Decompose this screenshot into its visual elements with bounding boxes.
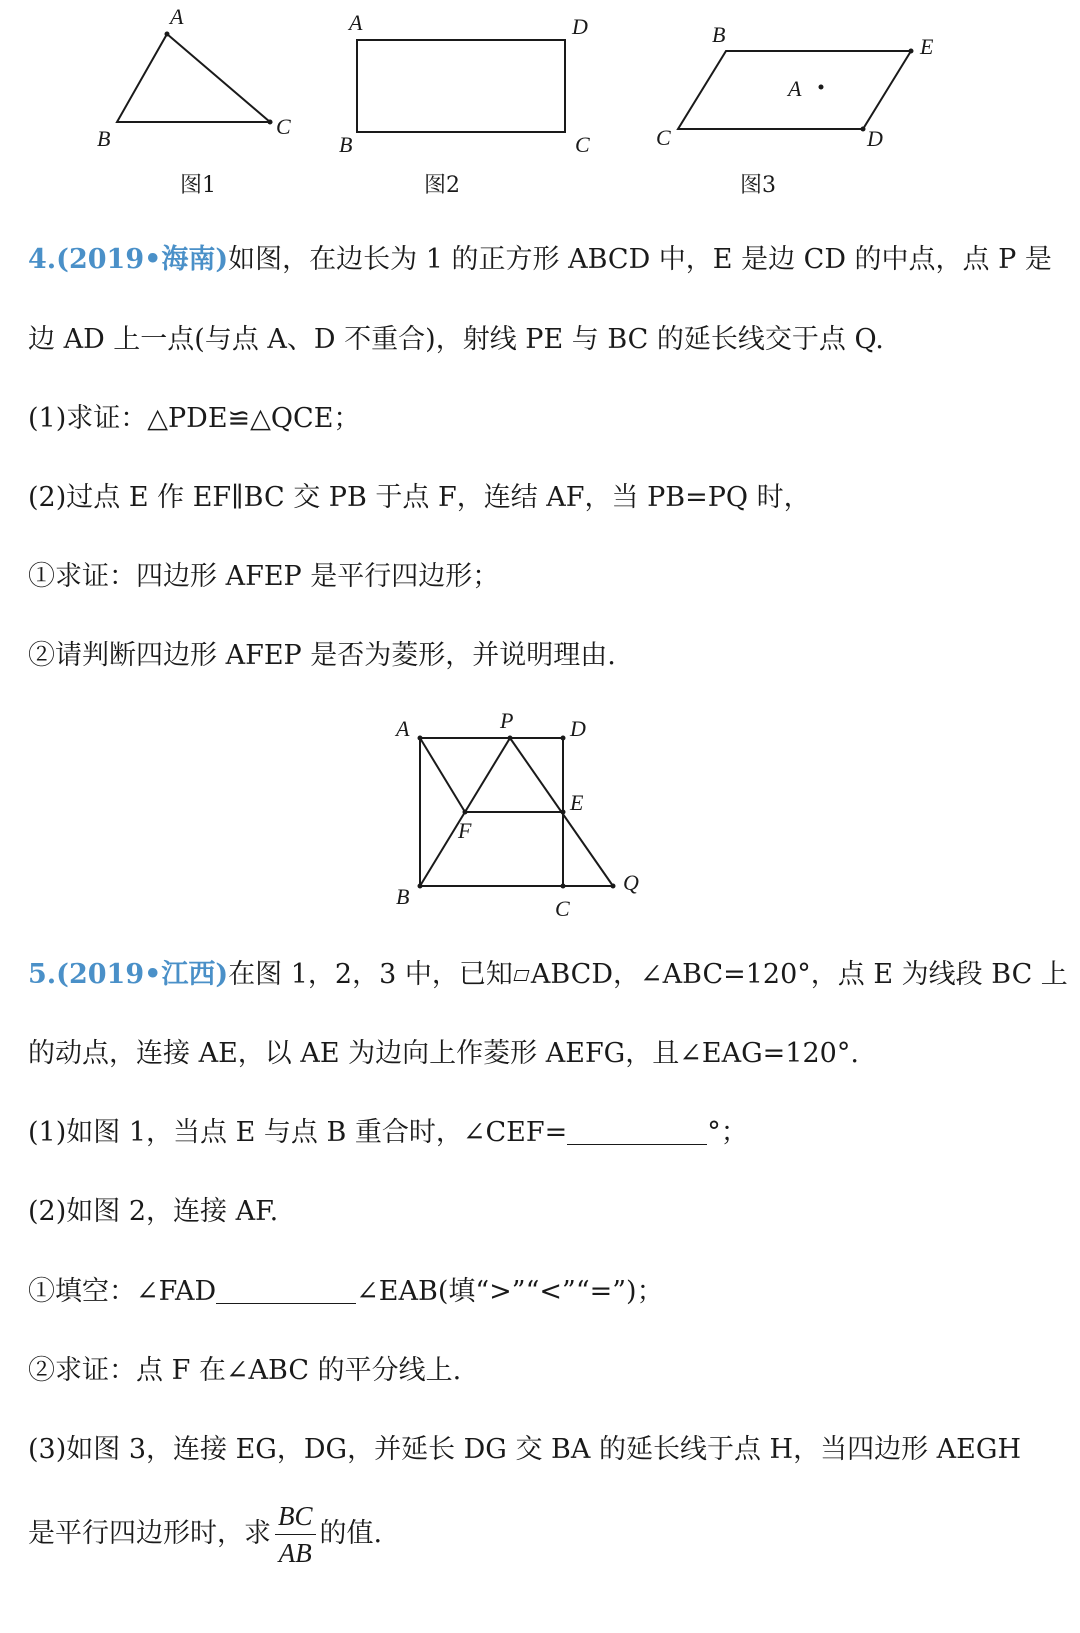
fig3-label-B: B xyxy=(712,22,726,47)
problem4-line1 xyxy=(28,240,1052,280)
problem5-q2b: ②求证：点 F 在∠ABC 的平分线上. xyxy=(28,1355,462,1386)
problem5-q1-end: °； xyxy=(707,1117,748,1148)
fig1-label-A: A xyxy=(170,4,184,29)
problem5-q2a-text2: ∠EAB(填“>”“<”“=”)； xyxy=(356,1276,664,1307)
fig3-label-C: C xyxy=(656,125,671,150)
problem4-line2: 边 AD 上一点(与点 A、D 不重合)，射线 PE 与 BC 的延长线交于点 Q. xyxy=(28,324,884,355)
figure-1-triangle xyxy=(117,34,270,122)
problem5-line1 xyxy=(28,955,1068,995)
answer-blank-1[interactable] xyxy=(567,1116,707,1145)
fig2-caption: 图2 xyxy=(424,173,460,198)
problem5-q2a-text1: ①填空：∠FAD xyxy=(28,1276,217,1307)
p4fig-label-E: E xyxy=(570,790,584,815)
problem4-q2b: ②请判断四边形 AFEP 是否为菱形，并说明理由. xyxy=(28,640,616,671)
top-figures-svg xyxy=(0,0,1080,215)
p4fig-label-F: F xyxy=(458,818,472,843)
p4fig-label-B: B xyxy=(396,884,410,909)
fig1-caption: 图1 xyxy=(180,173,216,198)
fig2-label-C: C xyxy=(575,132,590,157)
p4fig-label-A: A xyxy=(396,716,410,741)
fig1-label-B: B xyxy=(97,126,111,151)
top-figures xyxy=(0,0,1080,215)
problem5-text1b: ABCD，∠ABC=120°，点 E 为线段 BC 上 xyxy=(530,959,1068,990)
problem4-tag: 4.(2019•海南) xyxy=(28,244,229,275)
problem5-line2: 的动点，连接 AE，以 AE 为边向上作菱形 AEFG，且∠EAG=120°. xyxy=(28,1038,859,1069)
fig2-label-B: B xyxy=(339,132,353,157)
fraction-bc-over-ab xyxy=(275,1498,316,1571)
problem4-q1: (1)求证：△PDE≌△QCE； xyxy=(28,403,361,434)
fraction-denominator: AB xyxy=(278,1538,312,1568)
fig1-label-C: C xyxy=(276,114,291,139)
problem5-tag: 5.(2019•江西) xyxy=(28,959,229,990)
p4fig-label-C: C xyxy=(555,896,570,921)
problem4-text1: 如图，在边长为 1 的正方形 ABCD 中，E 是边 CD 的中点，点 P 是 xyxy=(228,244,1052,275)
problem5-q1-text: (1)如图 1，当点 E 与点 B 重合时，∠CEF= xyxy=(28,1117,568,1148)
fig3-label-E: E xyxy=(920,34,934,59)
problem4-q2a: ①求证：四边形 AFEP 是平行四边形； xyxy=(28,561,500,592)
problem5-q2: (2)如图 2，连接 AF. xyxy=(28,1196,279,1227)
figure-2-rectangle xyxy=(357,40,565,132)
p4fig-label-D: D xyxy=(570,716,586,741)
problem5-q3b-text1: 是平行四边形时，求 xyxy=(28,1518,271,1549)
problem4-q2: (2)过点 E 作 EF∥BC 交 PB 于点 F，连结 AF，当 PB=PQ 时， xyxy=(28,482,811,513)
problem5-q1 xyxy=(28,1113,748,1153)
problem4-figure xyxy=(380,700,680,930)
fig2-label-A: A xyxy=(349,10,363,35)
p4fig-label-Q: Q xyxy=(623,870,639,895)
problem5-q3b-text2: 的值. xyxy=(319,1518,383,1549)
p4fig-label-P: P xyxy=(500,708,514,733)
problem5-q3b xyxy=(28,1498,382,1571)
fig2-label-D: D xyxy=(572,14,588,39)
fig3-label-D: D xyxy=(867,126,883,151)
problem5-text1a: 在图 1，2，3 中，已知 xyxy=(228,959,513,990)
parallelogram-symbol-icon xyxy=(513,970,529,981)
problem5-q3: (3)如图 3，连接 EG，DG，并延长 DG 交 BA 的延长线于点 H，当四边形 AEGH xyxy=(28,1434,1022,1465)
answer-blank-2[interactable] xyxy=(216,1275,356,1304)
fig3-label-A: A xyxy=(788,76,802,101)
problem5-q2a xyxy=(28,1272,664,1312)
fig3-caption: 图3 xyxy=(740,173,776,198)
fraction-numerator: BC xyxy=(275,1498,316,1535)
